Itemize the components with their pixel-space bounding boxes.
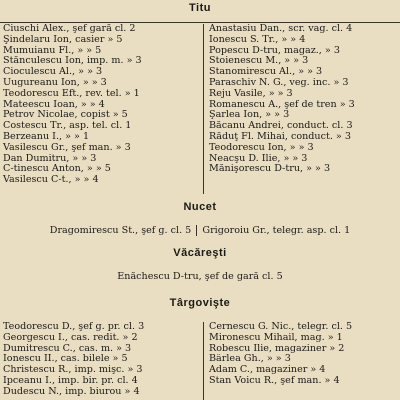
list-item: Reju Vasile, » » 3 [209,88,293,99]
list-item: Ipceanu I., imp. bir. pr. cl. 4 [3,375,138,386]
list-item: Stan Voicu R., şef man. » 4 [209,375,340,386]
list-item: Stanomirescu Al., » » 3 [209,67,323,78]
list-item: Uugureanu Ion, » » 3 [3,77,107,88]
list-item: Băcanu Andrei, conduct. cl. 3 [209,121,353,132]
list-item: Teodorescu Ion, » » 3 [209,142,314,153]
column-divider [196,225,197,236]
list-item: Ionescu II., cas. bilele » 5 [3,354,128,365]
list-item: Ionescu S. Tr., » » 4 [209,34,306,45]
list-item: Vasilescu C-t., » » 4 [3,175,99,186]
list-item: Şarlea Ion, » » 3 [209,110,290,121]
list-item: Cernescu G. Nic., telegr. cl. 5 [209,322,353,332]
list-item: Teodorescu Eft., rev. tel. » 1 [3,88,140,99]
list-item: Stoienescu M., » » 3 [209,56,309,67]
column-divider [203,322,204,400]
list-item: Mumuianu Fl., » » 5 [3,45,102,56]
list-item: Dan Dumitru, » » 3 [3,153,97,164]
section-heading-targoviste: Târgovişte [169,297,231,309]
list-item: Popescu D-tru, magaz., » 3 [209,45,340,56]
list-item: Adam C., magaziner » 4 [209,365,326,376]
list-item: Vasilescu Gr., şef man. » 3 [3,142,131,153]
list-item: Răduţ Fl. Mihai, conduct. » 3 [209,131,351,142]
titu-left-column [0,24,203,186]
list-item: Romanescu A., şef de tren » 3 [209,99,355,110]
list-item: Robescu Ilie, magaziner » 2 [209,343,345,354]
list-item: Georgescu I., cas. redit. » 2 [3,332,138,343]
titu-columns [0,24,400,194]
list-item: C-tinescu Anton, » » 5 [3,164,111,175]
list-item: Şindelaru Ion, casier » 5 [3,34,123,45]
titu-right-column [205,24,400,175]
list-item: Paraschiv N. G., veg. inc. » 3 [209,77,349,88]
list-item: Dumitrescu C., cas. m. » 3 [3,343,132,354]
section-heading-vacaresti: Văcăreşti [173,247,227,259]
nucet-right-entry: Grigoroiu Gr., telegr. asp. cl. 1 [202,225,351,236]
section-heading-nucet: Nucet [183,201,217,213]
targoviste-columns [0,322,400,400]
list-item: Mănişorescu D-tru, » » 3 [209,164,331,175]
list-item: Christescu R., imp. mişc. » 3 [3,365,143,376]
list-item: Berzeanu I., » » 1 [3,131,90,142]
targoviste-left-column [0,322,203,398]
list-item: Teodorescu D., şef g. pr. cl. 3 [3,322,145,332]
list-item: Stănculescu Ion, imp. m. » 3 [3,56,142,67]
list-item: Mironescu Mihail, mag. » 1 [209,332,343,343]
nucet-line [0,225,400,236]
list-item: Costescu Tr., asp. tel. cl. 1 [3,121,132,132]
list-item: Cioculescu Al., » » 3 [3,67,103,78]
targoviste-right-column [205,322,400,387]
rule-top [0,22,400,23]
list-item: Neacşu D. Ilie, » » 3 [209,153,308,164]
list-item: Ciuschi Alex., şef gară cl. 2 [3,24,136,34]
list-item: Dudescu N., imp. biurou » 4 [3,386,140,397]
list-item: Petrov Nicolae, copist » 5 [3,110,128,121]
list-item: Mateescu Ioan, » » 4 [3,99,105,110]
list-item: Bârlea Gh., » » 3 [209,354,291,365]
vacaresti-entry: Enăchescu D-tru, şef de gară cl. 5 [117,271,283,282]
column-divider [203,24,204,194]
nucet-left-entry: Dragomirescu St., şef g. cl. 5 [49,225,192,236]
list-item: Anastasiu Dan., scr. vag. cl. 4 [209,24,353,34]
section-heading-titu: Titu [189,2,211,14]
